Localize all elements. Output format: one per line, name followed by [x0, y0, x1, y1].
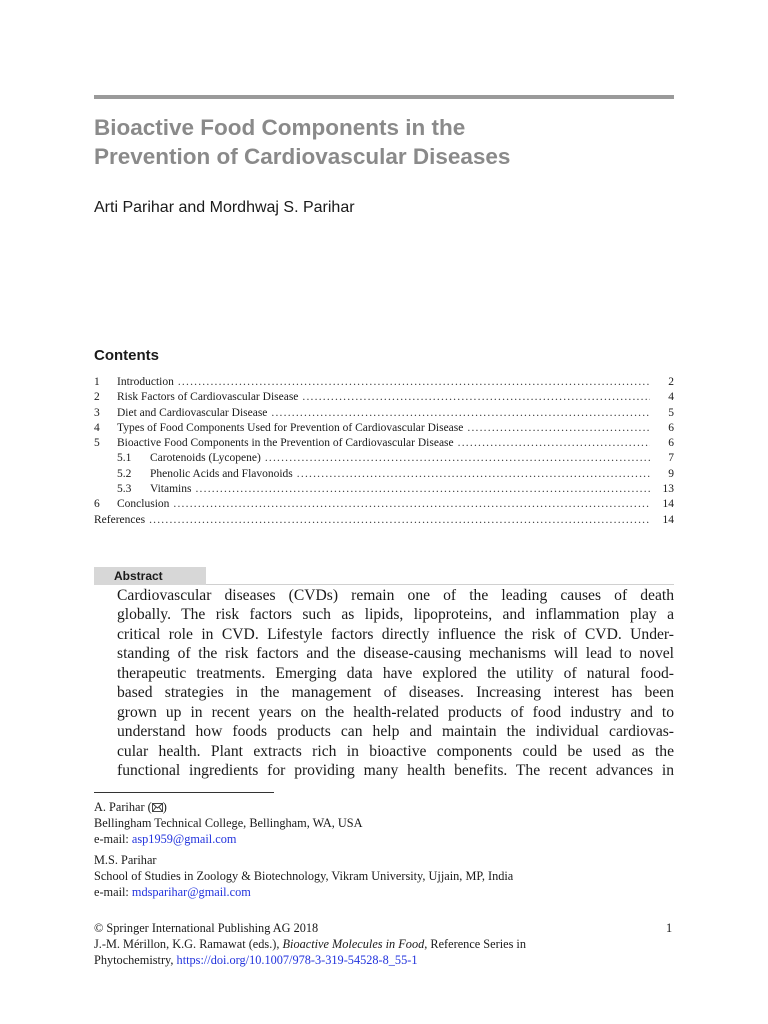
toc-entry-page: 7 [668, 452, 674, 465]
abstract-line: Cardiovascular diseases (CVDs) remain one of the leading causes of death [117, 587, 674, 604]
top-rule [94, 95, 674, 99]
editors-text: J.-M. Mérillon, K.G. Ramawat (eds.), [94, 937, 283, 951]
book-title: Bioactive Molecules in Food [282, 937, 425, 951]
chapter-title-line-1: Bioactive Food Components in the [94, 115, 466, 140]
toc-entry-number: 6 [94, 498, 100, 511]
footnote-author-2 [94, 852, 513, 900]
toc-entry[interactable] [94, 421, 674, 436]
author1-email-link[interactable]: asp1959@gmail.com [131, 832, 237, 846]
author1-name: A. Parihar ( [94, 800, 152, 814]
abstract-rule [206, 584, 674, 585]
toc-entry-page: 6 [668, 437, 674, 450]
toc-leader-dots [458, 436, 650, 451]
footnote-author-1 [94, 799, 363, 847]
toc-entry-number: 5.1 [117, 452, 132, 465]
toc-entry-title: Phenolic Acids and Flavonoids [150, 467, 293, 480]
author1-affiliation: Bellingham Technical College, Bellingham, WA, USA [94, 816, 363, 830]
toc-entry[interactable] [94, 451, 674, 466]
abstract-line: standing of the risk factors and the disease-causing mechanisms will lead to novel [117, 645, 674, 663]
toc-entry-title: Types of Food Components Used for Prevention of Cardiovascular Disease [117, 421, 464, 434]
toc-entry-number: 5.2 [117, 467, 132, 480]
authors: Arti Parihar and Mordhwaj S. Parihar [94, 199, 355, 216]
toc-entry-page: 5 [668, 406, 674, 419]
doi-link[interactable]: https://doi.org/10.1007/978-3-319-54528-8_55-1 [176, 953, 418, 967]
toc-leader-dots [265, 451, 650, 466]
chapter-title [94, 113, 674, 171]
envelope-icon [152, 803, 163, 812]
copyright-block [94, 920, 526, 968]
toc-leader-dots [178, 375, 650, 390]
toc-entry-title: Introduction [117, 376, 174, 388]
toc-entry-title: Vitamins [150, 483, 192, 496]
author2-email-link[interactable]: mdsparihar@gmail.com [131, 885, 251, 899]
abstract-line: globally. The risk factors such as lipids, lipoproteins, and inflammation play a [117, 606, 674, 624]
toc-leader-dots [297, 467, 650, 482]
toc-entry-page: 14 [662, 498, 674, 511]
toc-leader-dots [467, 421, 650, 436]
toc-entry-number: 5.3 [117, 483, 132, 496]
author1-name-close: ) [162, 800, 167, 814]
toc-entry-title: Bioactive Food Components in the Prevention of Cardiovascular Disease [117, 437, 454, 450]
toc-entry-number: 5 [94, 437, 100, 450]
toc-entry-page: 4 [668, 391, 674, 404]
toc-entry[interactable] [94, 406, 674, 421]
toc-entry[interactable] [94, 390, 674, 405]
toc-entry[interactable] [94, 375, 674, 390]
abstract-line: grown up in recent years on the health-related products of food industry and to [117, 703, 674, 721]
toc-leader-dots [149, 513, 650, 528]
contents-heading: Contents [94, 347, 159, 364]
toc-entry-page: 6 [668, 421, 674, 434]
abstract-line: critical role in CVD. Lifestyle factors directly influence the risk of CVD. Under- [117, 625, 674, 643]
toc-entry-title: Conclusion [117, 498, 170, 511]
toc-entry-number: 3 [94, 406, 100, 419]
toc-entry-page: 13 [662, 483, 674, 496]
toc-entry[interactable] [94, 467, 674, 482]
toc-entry-page: 2 [668, 376, 674, 388]
toc-entry-number: 4 [94, 421, 100, 434]
page-number: 1 [666, 921, 673, 935]
copyright-line: © Springer International Publishing AG 2018 [94, 921, 319, 935]
toc-entry-page: 9 [668, 467, 674, 480]
author2-name: M.S. Parihar [94, 853, 157, 867]
toc-entry[interactable] [94, 436, 674, 451]
toc-leader-dots [173, 497, 650, 512]
abstract-label: Abstract [94, 567, 206, 585]
toc-entry[interactable] [94, 513, 674, 528]
toc-leader-dots [302, 390, 650, 405]
toc-entry-number: 1 [94, 376, 100, 388]
chapter-title-line-2: Prevention of Cardiovascular Diseases [94, 144, 511, 169]
toc-leader-dots [195, 482, 650, 497]
toc-leader-dots [271, 406, 650, 421]
abstract-line: understand how foods products can help and maintain the individual cardiovas- [117, 723, 674, 741]
footnote-rule [94, 792, 274, 793]
abstract-text [117, 586, 674, 780]
toc-entry-number: 2 [94, 391, 100, 404]
author2-affiliation: School of Studies in Zoology & Biotechnology, Vikram University, Ujjain, MP, India [94, 869, 514, 883]
toc-entry[interactable] [94, 497, 674, 512]
abstract-line: based strategies in the management of diseases. Increasing interest has been [117, 684, 674, 702]
toc-entry-page: 14 [662, 513, 674, 526]
table-of-contents [94, 375, 674, 528]
toc-entry-title: References [94, 513, 146, 526]
author2-email-label: e-mail: [94, 885, 132, 899]
series-text: , Reference Series in [424, 937, 526, 951]
series-name: Phytochemistry, [94, 953, 177, 967]
abstract-line: functional ingredients for providing many health benefits. The recent advances in [117, 761, 674, 779]
abstract-line: cular health. Plant extracts rich in bioactive components could be used as the [117, 742, 674, 760]
toc-entry[interactable] [94, 482, 674, 497]
toc-entry-title: Diet and Cardiovascular Disease [117, 406, 268, 419]
author1-email-label: e-mail: [94, 832, 132, 846]
toc-entry-title: Carotenoids (Lycopene) [150, 452, 261, 465]
toc-entry-title: Risk Factors of Cardiovascular Disease [117, 391, 299, 404]
abstract-line: therapeutic treatments. Emerging data have explored the utility of natural food- [117, 664, 674, 682]
